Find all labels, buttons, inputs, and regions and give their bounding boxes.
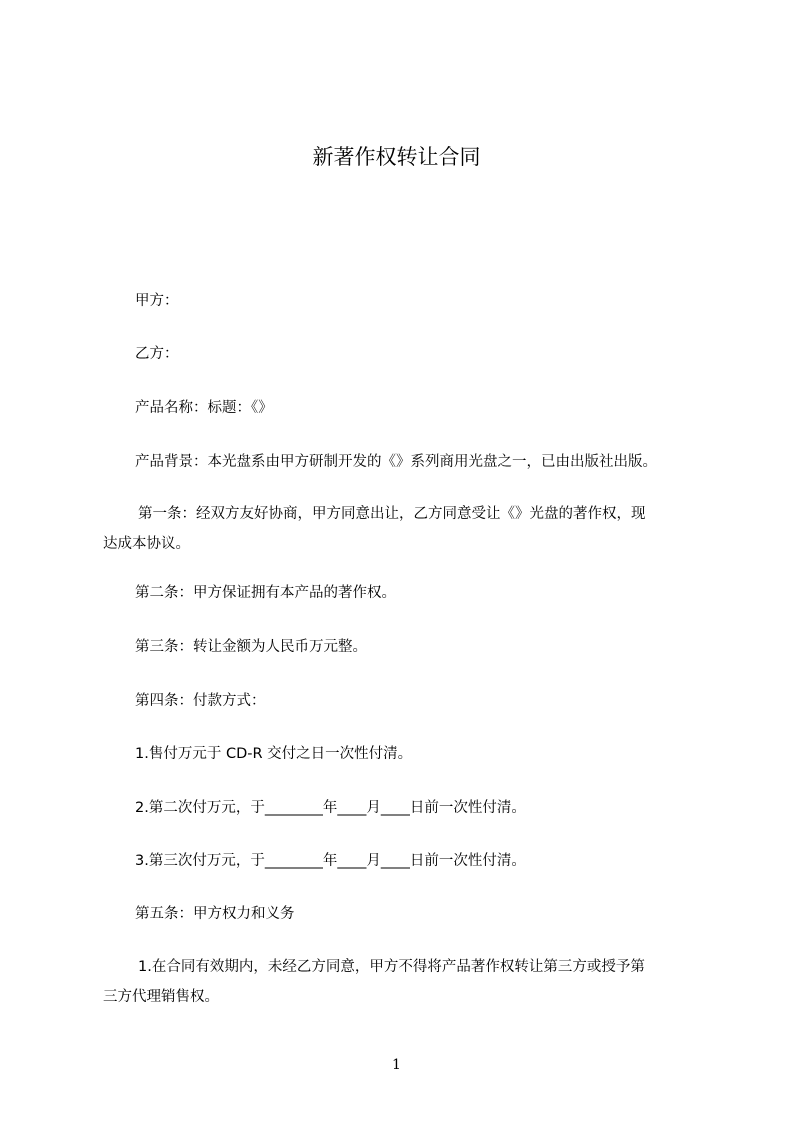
article-1 bbox=[103, 499, 718, 559]
article-1-line-1: 第一条：经双方友好协商，甲方同意出让，乙方同意受让《》光盘的著作权，现 bbox=[138, 506, 646, 522]
article-2: 第二条：甲方保证拥有本产品的著作权。 bbox=[135, 585, 396, 601]
product-name-line: 产品名称：标题：《》 bbox=[135, 400, 273, 416]
document-title: 新著作权转让合同 bbox=[312, 145, 481, 169]
party-b-line: 乙方： bbox=[135, 346, 179, 362]
page-number: 1 bbox=[392, 1057, 401, 1073]
article-1-line-2: 达成本协议。 bbox=[103, 536, 190, 552]
article-5-item-1-line-2: 三方代理销售权。 bbox=[103, 989, 219, 1005]
article-5-item-1 bbox=[103, 952, 718, 1012]
payment-item-2: 2.第二次付万元，于________年____月____日前一次性付清。 bbox=[135, 800, 526, 816]
article-5-item-1-line-1: 1.在合同有效期内，未经乙方同意，甲方不得将产品著作权转让第三方或授予第 bbox=[138, 959, 645, 975]
party-a-line: 甲方： bbox=[135, 293, 179, 309]
article-3: 第三条：转让金额为人民币万元整。 bbox=[135, 639, 367, 655]
article-4: 第四条：付款方式： bbox=[135, 693, 266, 709]
payment-item-3: 3.第三次付万元，于________年____月____日前一次性付清。 bbox=[135, 853, 526, 869]
payment-item-1: 1.售付万元于 CD-R 交付之日一次性付清。 bbox=[135, 746, 413, 762]
product-background-line: 产品背景：本光盘系由甲方研制开发的《》系列商用光盘之一，已由出版社出版。 bbox=[135, 454, 657, 470]
article-5: 第五条：甲方权力和义务 bbox=[135, 906, 295, 922]
